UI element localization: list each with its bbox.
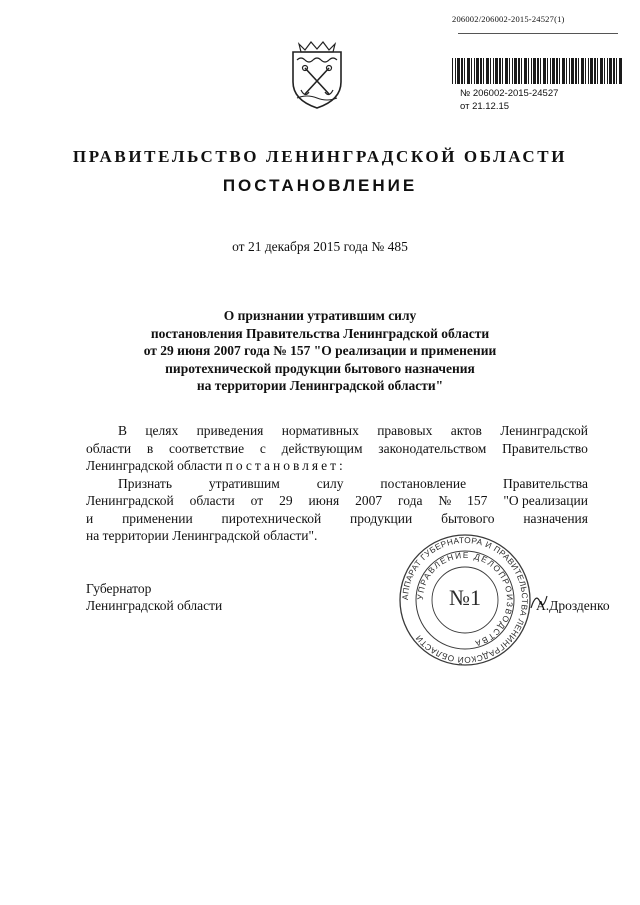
barcode-bar	[556, 58, 558, 84]
subject-line: на территории Ленинградской области"	[196, 378, 444, 393]
coat-of-arms-icon	[287, 38, 347, 110]
barcode-bar	[474, 58, 475, 84]
decree-date: от 21 декабря 2015 года № 485	[232, 239, 408, 254]
barcode-bar	[590, 58, 593, 84]
body-word: Ленинградской	[86, 493, 174, 508]
body-word: и	[86, 510, 94, 526]
body-word: законодательством	[378, 440, 487, 456]
barcode-bar	[616, 58, 617, 84]
body-word: целях	[145, 423, 179, 438]
reference-underline	[458, 33, 618, 34]
body-line	[86, 440, 588, 458]
body-word: 2007	[355, 493, 383, 508]
body-word: Ленинградской	[500, 423, 588, 438]
body-word: №	[438, 493, 452, 508]
barcode-bar	[509, 58, 510, 84]
body-word: назначения	[523, 510, 588, 526]
subject-line: О признании утратившим силу	[223, 308, 417, 323]
subject-line: постановления Правительства Ленинградской области	[150, 325, 490, 341]
body-line	[86, 457, 588, 475]
barcode-bar	[467, 58, 470, 84]
barcode-bar	[495, 58, 498, 84]
body-word: применении	[122, 510, 193, 526]
body-word: приведения	[196, 423, 264, 438]
barcode-bar	[540, 58, 541, 84]
barcode-bar	[505, 58, 508, 84]
barcode-bar	[512, 58, 513, 84]
barcode-icon	[452, 58, 622, 84]
body-word: пиротехнической	[221, 510, 322, 526]
barcode-bar	[588, 58, 589, 84]
seal-inner-text: УПРАВЛЕНИЕ ДЕЛОПРОИЗВОДСТВА	[414, 549, 516, 649]
barcode-bar	[550, 58, 551, 84]
decree-body	[86, 422, 588, 545]
barcode-bar	[480, 58, 482, 84]
subject-line: пиротехнической продукции бытового назначения	[165, 360, 475, 376]
body-word: бытового	[441, 510, 495, 526]
body-word: июня	[308, 493, 340, 508]
barcode-bar	[547, 58, 548, 84]
barcode-bar	[581, 58, 584, 84]
body-word: 29	[279, 493, 293, 508]
barcode-bar	[613, 58, 615, 84]
signatory-position: Губернатор	[86, 581, 152, 596]
signatory-name: А.Дрозденко	[536, 598, 610, 613]
body-text: Ленинградской области	[86, 458, 223, 473]
body-word: действующим	[281, 440, 363, 456]
body-line	[86, 492, 588, 510]
decree-subject	[60, 307, 580, 395]
body-word: Правительство	[502, 440, 588, 456]
barcode-bar	[619, 58, 622, 84]
barcode-bar	[594, 58, 596, 84]
body-word: года	[398, 493, 423, 508]
barcode-bar	[514, 58, 517, 84]
body-word: с	[259, 440, 266, 456]
document-reference: 206002/206002-2015-24527(1)	[452, 14, 565, 24]
barcode-bar	[490, 58, 491, 84]
barcode-bar	[543, 58, 546, 84]
barcode-bar	[600, 58, 603, 84]
body-line	[86, 422, 588, 440]
barcode-bar	[483, 58, 484, 84]
body-emphasis: постановляет:	[225, 458, 346, 473]
barcode-bar	[476, 58, 479, 84]
barcode-bar	[537, 58, 539, 84]
body-line: на территории Ленинградской области".	[86, 528, 318, 543]
body-word: соответствие	[169, 440, 245, 456]
barcode-bar	[604, 58, 605, 84]
barcode-bar	[585, 58, 586, 84]
body-word: в	[146, 440, 154, 456]
registration-number: № 206002-2015-24527	[460, 88, 559, 99]
body-word: силу	[316, 475, 344, 491]
subject-line: от 29 июня 2007 года № 157 "О реализации и применении	[143, 343, 497, 358]
barcode-bar	[461, 58, 463, 84]
body-word: от	[250, 493, 264, 508]
body-word: постановление	[380, 475, 467, 491]
body-line	[86, 510, 588, 528]
barcode-bar	[552, 58, 555, 84]
seal-icon	[398, 533, 532, 667]
body-word: "О реализации	[503, 493, 588, 508]
body-word: продукции	[350, 510, 413, 526]
body-word: утратившим	[208, 475, 280, 491]
barcode-bar	[518, 58, 520, 84]
barcode-bar	[575, 58, 577, 84]
body-word: нормативных	[281, 423, 359, 438]
barcode-bar	[457, 58, 460, 84]
body-line	[86, 475, 588, 493]
barcode-bar	[471, 58, 472, 84]
seal-number: №1	[449, 585, 481, 610]
barcode-bar	[607, 58, 608, 84]
body-word: 157	[467, 493, 488, 508]
barcode-bar	[562, 58, 565, 84]
barcode-bar	[452, 58, 453, 84]
body-word: Признать	[118, 475, 172, 491]
body-word: правовых	[377, 423, 433, 438]
body-word: В	[118, 423, 128, 438]
barcode-bar	[531, 58, 532, 84]
barcode-bar	[597, 58, 598, 84]
barcode-bar	[521, 58, 522, 84]
decree-title: ПОСТАНОВЛЕНИЕ	[222, 176, 418, 195]
body-word: Правительства	[503, 475, 588, 491]
body-word: области	[86, 440, 132, 456]
barcode-bar	[486, 58, 489, 84]
government-title: ПРАВИТЕЛЬСТВО ЛЕНИНГРАДСКОЙ ОБЛАСТИ	[72, 147, 568, 166]
barcode-bar	[502, 58, 503, 84]
barcode-bar	[559, 58, 560, 84]
barcode-bar	[569, 58, 570, 84]
seal-outer-text: АППАРАТ ГУБЕРНАТОРА И ПРАВИТЕЛЬСТВА ЛЕНИНГРАДСКОЙ ОБЛАСТИ	[399, 534, 531, 666]
registration-date: от 21.12.15	[460, 101, 510, 112]
barcode-bar	[455, 58, 456, 84]
barcode-bar	[524, 58, 527, 84]
body-word: области	[189, 493, 235, 508]
barcode-bar	[464, 58, 465, 84]
barcode-bar	[609, 58, 612, 84]
barcode-bar	[566, 58, 567, 84]
barcode-bar	[499, 58, 501, 84]
barcode-bar	[528, 58, 529, 84]
barcode-bar	[533, 58, 536, 84]
barcode-bar	[571, 58, 574, 84]
barcode-bar	[578, 58, 579, 84]
barcode-bar	[493, 58, 494, 84]
body-word: актов	[450, 423, 482, 438]
signatory-region: Ленинградской области	[86, 598, 223, 613]
